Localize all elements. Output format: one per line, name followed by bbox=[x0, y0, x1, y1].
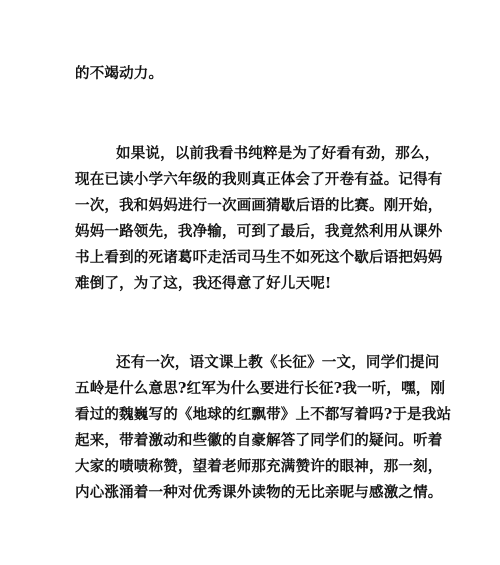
paragraph-1-line-5: 书上看到的死诸葛吓走活司马生不如死这个歇后语把妈妈 bbox=[75, 249, 443, 266]
paragraph-1-line-3: 一次，我和妈妈进行一次画画猜歇后语的比赛。刚开始， bbox=[75, 197, 443, 214]
paragraph-2-line-6: 内心涨涌着一种对优秀课外读物的无比亲昵与感激之情。 bbox=[75, 484, 443, 501]
paragraph-1-line-6: 难倒了，为了这，我还得意了好儿天呢! bbox=[75, 275, 332, 292]
paragraph-1-line-4: 妈妈一路领先，我净输，可到了最后，我竟然利用从课外 bbox=[75, 223, 443, 240]
paragraph-1-line-1: 如果说，以前我看书纯粹是为了好看有劲，那么， bbox=[116, 145, 440, 162]
paragraph-0-line-1: 的不竭动力。 bbox=[75, 65, 164, 82]
paragraph-1-line-2: 现在已读小学六年级的我则真正体会了开卷有益。记得有 bbox=[75, 171, 443, 188]
paragraph-2-line-2: 五岭是什么意思?红军为什么要进行长征?我一听，嘿，刚 bbox=[75, 380, 446, 397]
paragraph-2-line-5: 大家的啧啧称赞，望着老师那充满赞许的眼神，那一刻， bbox=[75, 458, 443, 475]
paragraph-2-line-4: 起来，带着激动和些徽的自豪解答了同学们的疑问。听着 bbox=[75, 432, 443, 449]
paragraph-2-line-3: 看过的魏巍写的《地球的红飘带》上不都写着吗?于是我站 bbox=[75, 406, 452, 423]
paragraph-2-line-1: 还有一次，语文课上教《长征》一文，同学们提问 bbox=[116, 354, 440, 371]
